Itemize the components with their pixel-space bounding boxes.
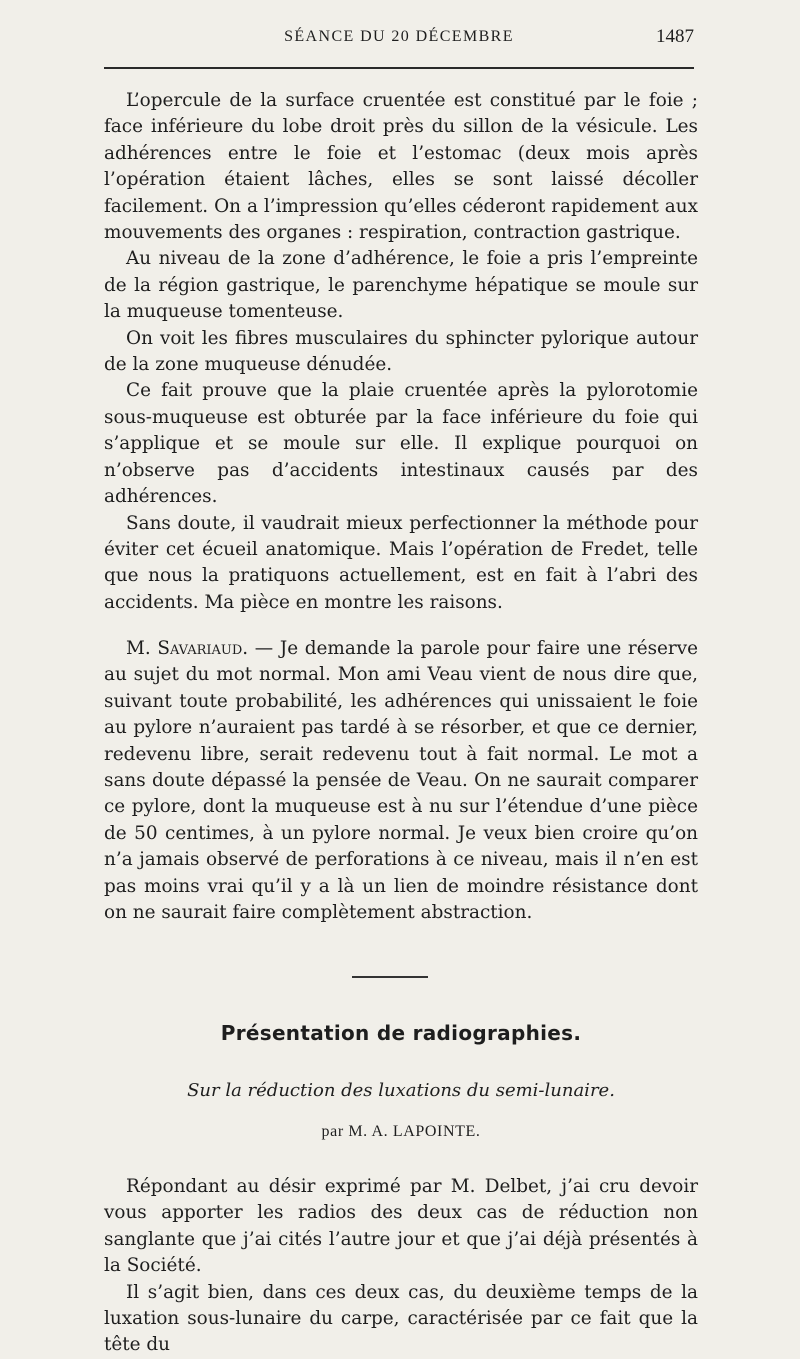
running-header [104, 24, 694, 54]
running-title: SÉANCE DU 20 DÉCEMBRE [284, 28, 514, 45]
paragraph: Au niveau de la zone d’adhérence, le foie a pris l’empreinte de la région gastrique, le parenchyme hépatique se moule sur la muqueuse tomenteuse. [104, 248, 698, 323]
paragraph: L’opercule de la surface cruentée est constitué par le foie ; face inférieure du lobe droit près du sillon de la vésicule. Les adhérences entre le foie et l’estomac (deux mois après l’opération étaient lâches, elles se sont laissé décoller facilement. On a l’impression qu’elles céderont rapidement aux mouvements des organes : respiration, contraction gastrique. [104, 90, 698, 244]
author-byline: par M. A. LAPOINTE. [321, 1123, 481, 1140]
savariaud-remark [104, 636, 698, 926]
discussion-continuation [104, 88, 698, 616]
paragraph [104, 636, 698, 926]
speaker-name: M. Savariaud. [126, 638, 249, 659]
presentation-text [104, 1174, 698, 1359]
paragraph: On voit les fibres musculaires du sphincter pylorique autour de la zone muqueuse dénudée. [104, 327, 698, 376]
remark-text: — Je demande la parole pour faire une réserve au sujet du mot normal. Mon ami Veau vient de nous dire que, suivant toute probabilité, les adhérences qui unissaient le foie au pylore n’auraient pas tardé à se résorber, et que ce dernier, redevenu libre, serait redevenu tout à fait normal. Le mot a sans doute dépassé la pensée de Veau. On ne saurait comparer ce pylore, dont la muqueuse est à nu sur l’étendue d’une pièce de 50 centimes, à un pylore normal. Je veux bien croire qu’on n’a jamais observé de perforations à ce niveau, mais il n’en est pas moins vrai qu’il y a là un lien de moindre résistance dont on ne saurait faire complètement abstraction. [104, 638, 698, 924]
page-number: 1487 [656, 26, 694, 47]
paragraph: Répondant au désir exprimé par M. Delbet, j’ai cru devoir vous apporter les radios des deux cas de réduction non sanglante que j’ai cités l’autre jour et que j’ai déjà présentés à la Société. [104, 1176, 698, 1277]
section-divider [352, 976, 428, 978]
paragraph: Sans doute, il vaudrait mieux perfectionner la méthode pour éviter cet écueil anatomique. Mais l’opération de Fredet, telle que nous la pratiquons actuellement, est en fait à l’abri des accidents. Ma pièce en montre les raisons. [104, 512, 698, 613]
section-title: Présentation de radiographies. [220, 1021, 582, 1045]
paragraph: Il s’agit bien, dans ces deux cas, du deuxième temps de la luxation sous-lunaire du carpe, caractérisée par ce fait que la tête du [104, 1281, 698, 1356]
section-subtitle: Sur la réduction des luxations du semi-lunaire. [187, 1080, 615, 1101]
header-rule [104, 67, 694, 69]
paragraph: Ce fait prouve que la plaie cruentée après la pylorotomie sous-muqueuse est obturée par la face inférieure du foie qui s’applique et se moule sur elle. Il explique pourquoi on n’observe pas d’accidents intestinaux causés par des adhérences. [104, 380, 698, 508]
